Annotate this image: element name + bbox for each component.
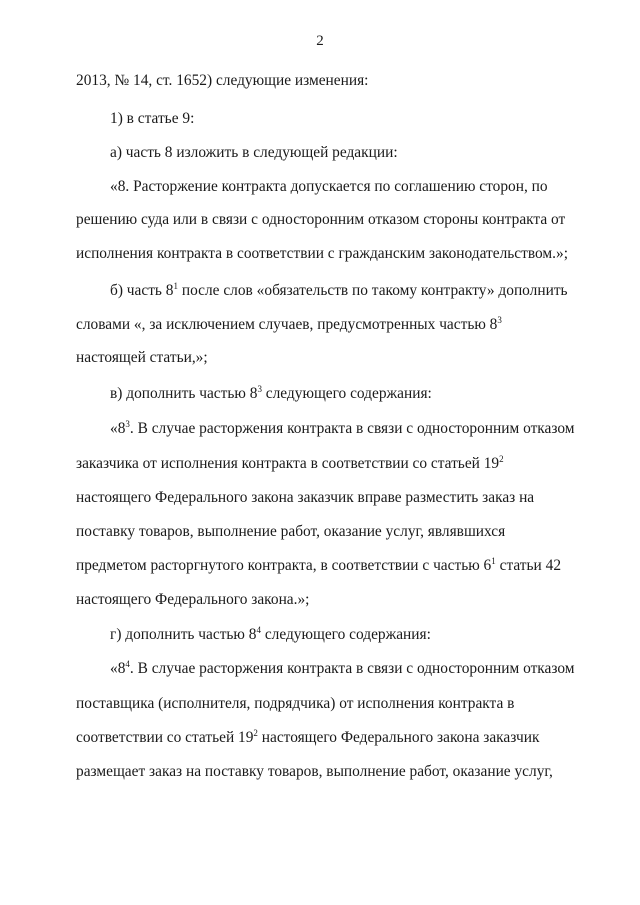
line-text: решению суда или в связи с односторонним отказом стороны контракта от (76, 211, 566, 228)
line-text: настоящей статьи,»; (76, 349, 208, 366)
line-text: а) часть 8 изложить в следующей редакции: (110, 144, 398, 161)
line-text: «8 (110, 660, 126, 677)
line-text: «8. Расторжение контракта допускается по соглашению сторон, по (110, 178, 548, 195)
text-line (76, 455, 561, 473)
line-text: настоящего Федерального закона заказчик вправе разместить заказ на (76, 489, 535, 506)
line-text: 2013, № 14, ст. 1652) следующие изменения: (76, 72, 369, 89)
text-line (76, 695, 561, 713)
text-line (76, 523, 561, 541)
superscript: 4 (256, 625, 261, 635)
line-text: статьи 42 (495, 557, 562, 574)
superscript: 3 (497, 315, 502, 325)
superscript: 4 (125, 659, 130, 669)
text-line (76, 591, 561, 609)
line-text: размещает заказ на поставку товаров, выполнение работ, оказание услуг, (76, 763, 553, 780)
superscript: 1 (173, 281, 178, 291)
superscript: 1 (491, 556, 496, 566)
line-text: предметом расторгнутого контракта, в соответствии с частью 6 (76, 557, 492, 574)
text-line (110, 281, 568, 300)
text-line (110, 626, 561, 644)
superscript: 2 (499, 454, 504, 464)
line-text: соответствии со статьей 19 (76, 729, 254, 746)
line-text: словами «, за исключением случаев, предусмотренных частью 8 (76, 316, 498, 333)
line-text: . В случае расторжения контракта в связи с односторонним отказом (129, 420, 575, 437)
line-text: настоящего Федерального закона.»; (76, 591, 310, 608)
line-text: после слов «обязательств по такому контракту» дополнить (178, 282, 568, 299)
line-text: исполнения контракта в соответствии с гражданским законодательством.»; (76, 245, 568, 262)
text-line (110, 144, 561, 162)
line-text: в) дополнить частью 8 (110, 385, 258, 402)
text-line (110, 178, 561, 196)
text-line (76, 72, 561, 90)
text-line (76, 211, 566, 229)
text-line (76, 489, 561, 507)
superscript: 3 (125, 419, 130, 429)
text-line (110, 419, 575, 438)
text-line (76, 349, 561, 367)
line-text: «8 (110, 420, 126, 437)
text-line (76, 316, 561, 334)
line-text: поставщика (исполнителя, подрядчика) от исполнения контракта в (76, 695, 515, 712)
text-line (110, 659, 575, 678)
line-text: следующего содержания: (261, 385, 432, 402)
line-text: г) дополнить частью 8 (110, 626, 257, 643)
text-line (76, 763, 561, 781)
line-text: поставку товаров, выполнение работ, оказание услуг, являвшихся (76, 523, 506, 540)
superscript: 2 (253, 728, 258, 738)
superscript: 3 (257, 384, 262, 394)
line-text: следующего содержания: (260, 626, 431, 643)
text-line (76, 557, 561, 575)
text-line (110, 110, 561, 128)
line-text: . В случае расторжения контракта в связи с односторонним отказом (129, 660, 575, 677)
line-text: настоящего Федерального закона заказчик (257, 729, 540, 746)
text-line (76, 245, 568, 263)
line-text: б) часть 8 (110, 282, 174, 299)
line-text: 1) в статье 9: (110, 110, 195, 127)
line-text: заказчика от исполнения контракта в соответствии со статьей 19 (76, 455, 500, 472)
page-number: 2 (316, 33, 324, 49)
text-line (110, 385, 561, 403)
text-line (76, 729, 561, 747)
